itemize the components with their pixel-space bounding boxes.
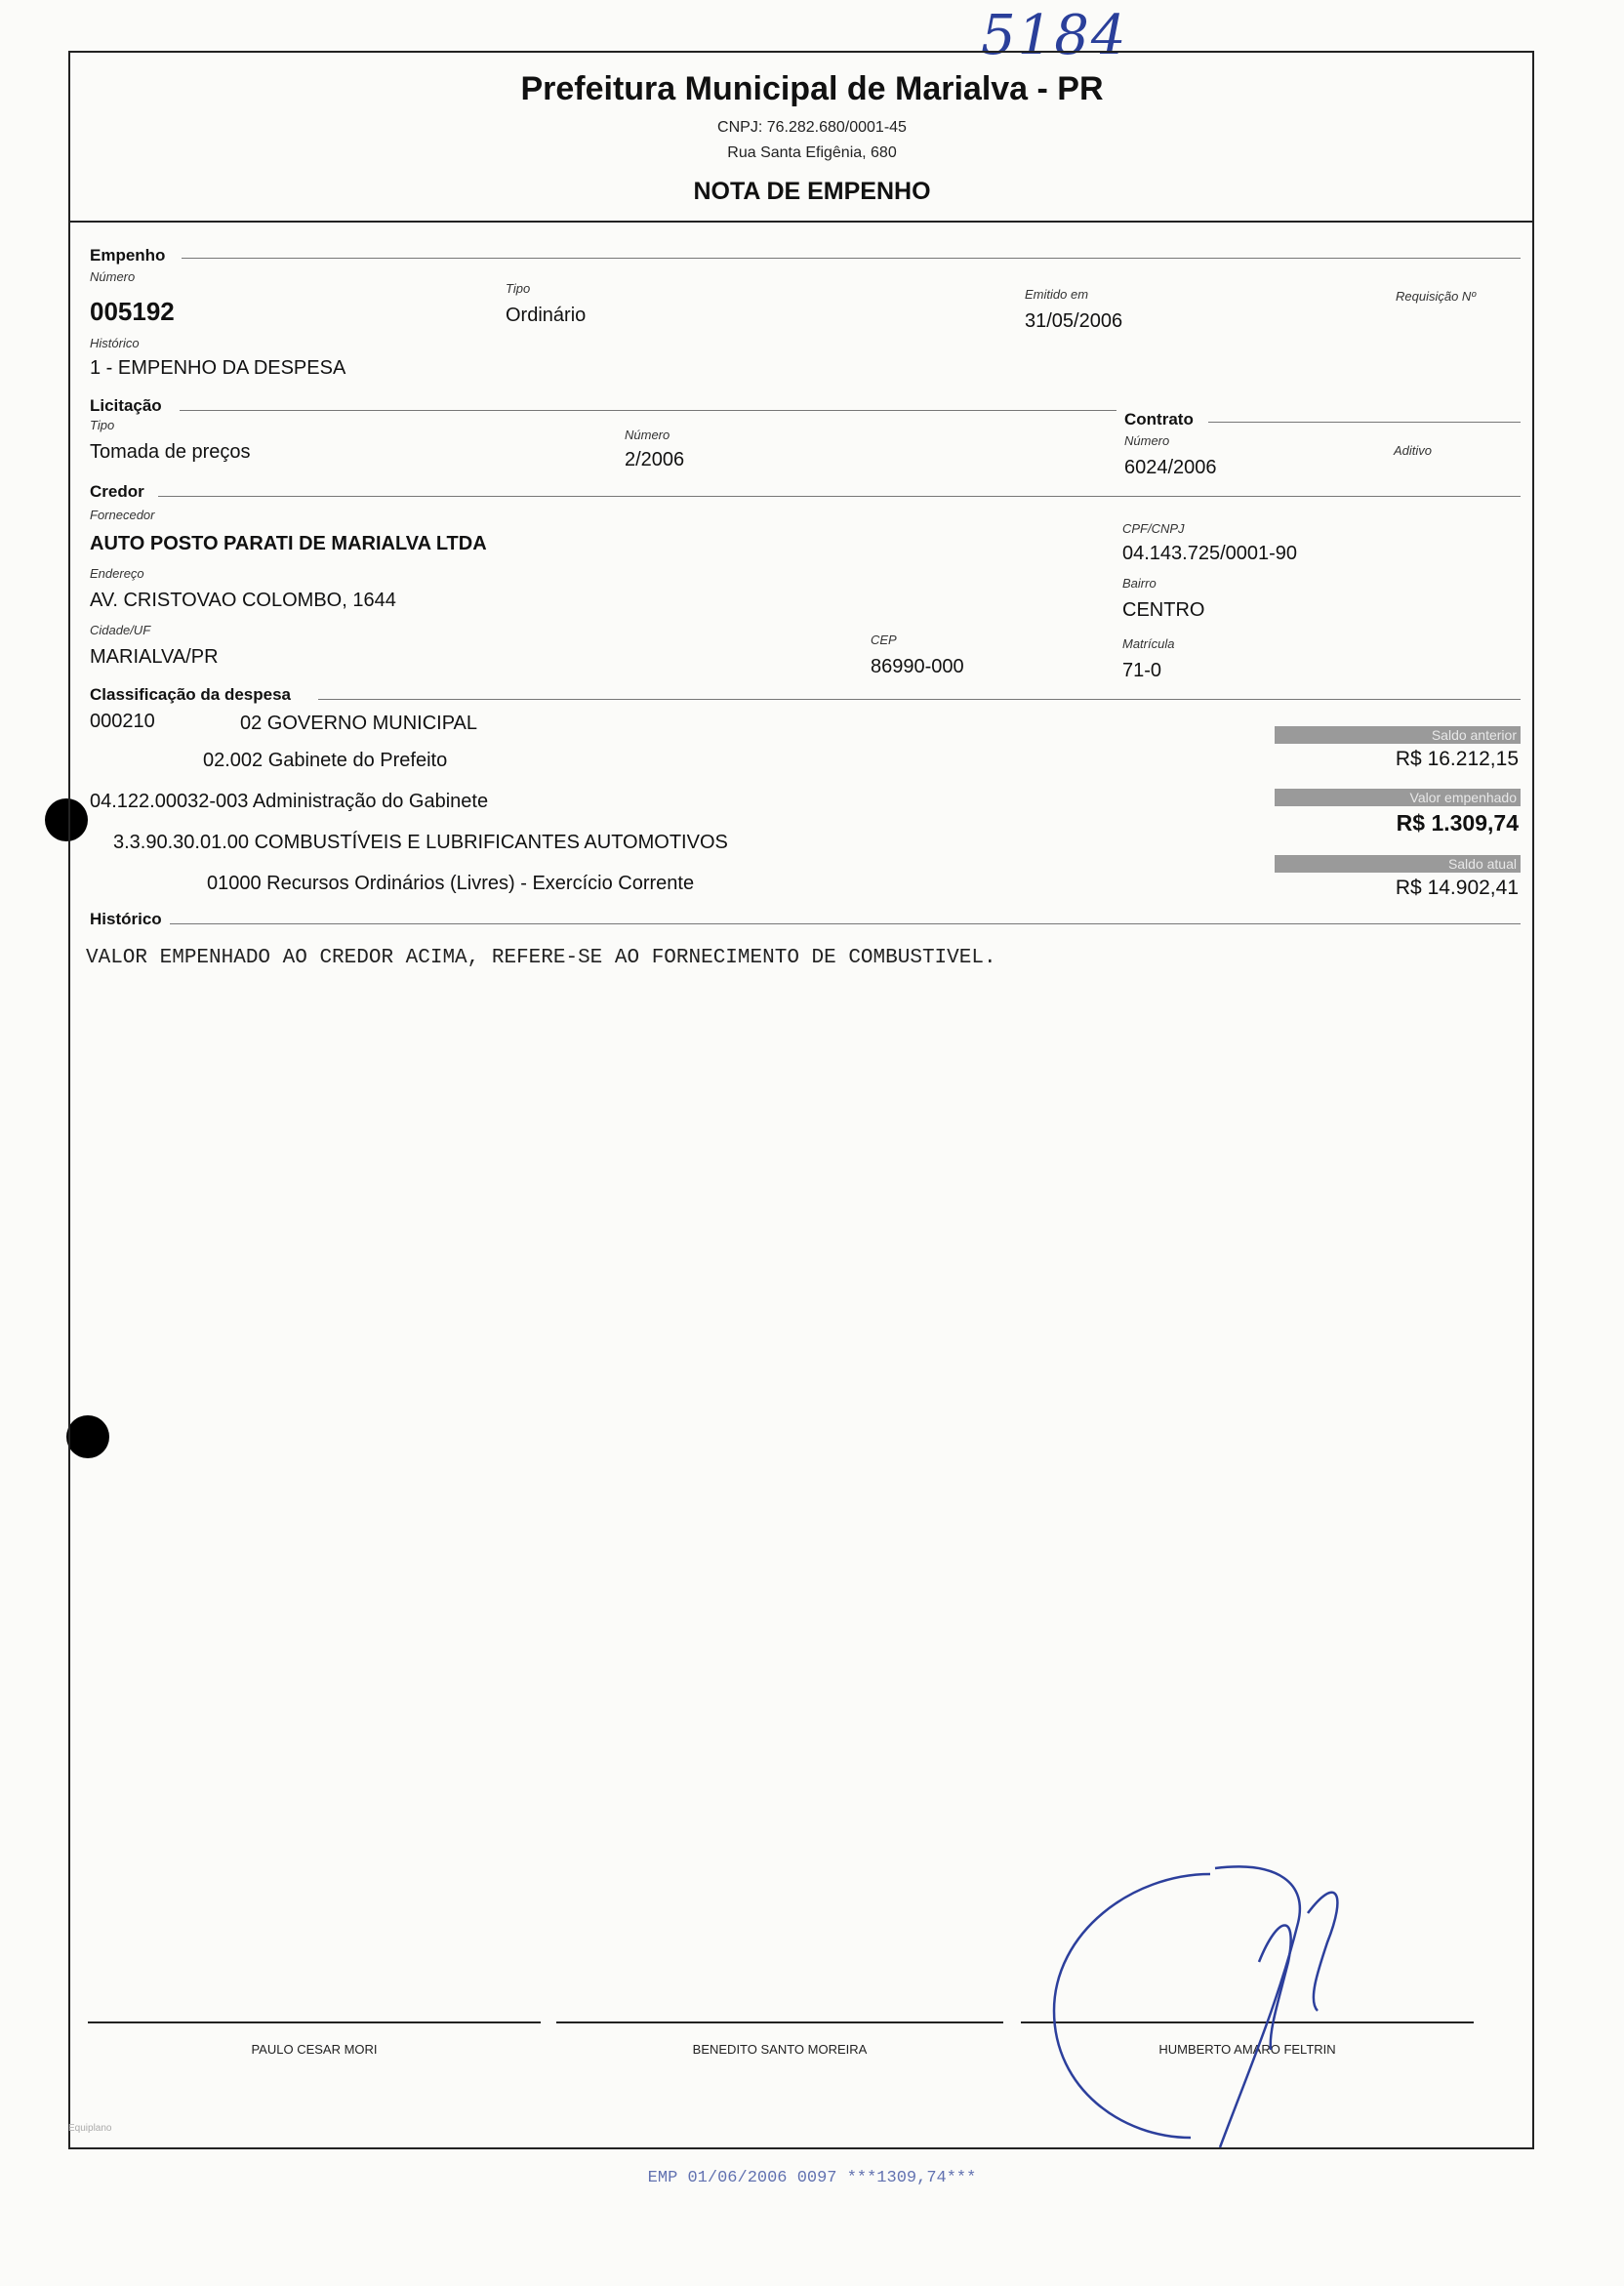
saldo-atual-label: Saldo atual xyxy=(1275,855,1521,873)
section-rule xyxy=(170,923,1521,924)
classificacao-unidade: 02.002 Gabinete do Prefeito xyxy=(203,750,448,771)
endereco-label: Endereço xyxy=(90,566,144,581)
fornecedor-label: Fornecedor xyxy=(90,508,155,522)
classificacao-code: 000210 xyxy=(90,711,155,732)
section-classificacao: Classificação da despesa xyxy=(90,685,292,704)
credor-bairro: CENTRO xyxy=(1122,599,1205,621)
credor-cidade: MARIALVA/PR xyxy=(90,646,219,668)
footer-brand: Equiplano xyxy=(68,2123,112,2134)
credor-cep: 86990-000 xyxy=(871,656,964,677)
valor-empenhado-value: R$ 1.309,74 xyxy=(1396,810,1519,836)
saldo-atual-value: R$ 14.902,41 xyxy=(1395,877,1519,899)
section-licitacao: Licitação xyxy=(90,396,162,415)
section-rule xyxy=(1208,422,1521,423)
licitacao-tipo: Tomada de preços xyxy=(90,441,251,463)
licitacao-numero: 2/2006 xyxy=(625,449,685,470)
section-rule xyxy=(318,699,1521,700)
empenho-numero: 005192 xyxy=(90,297,175,326)
classificacao-elemento: 3.3.90.30.01.00 COMBUSTÍVEIS E LUBRIFICANTES AUTOMOTIVOS xyxy=(113,832,728,853)
credor-cnpj: 04.143.725/0001-90 xyxy=(1122,543,1298,564)
page-title: Prefeitura Municipal de Marialva - PR xyxy=(520,70,1104,107)
section-empenho: Empenho xyxy=(90,246,166,265)
signature-name-3: HUMBERTO AMARO FELTRIN xyxy=(1158,2042,1336,2057)
licitacao-numero-label: Número xyxy=(625,428,670,442)
saldo-anterior-label: Saldo anterior xyxy=(1275,726,1521,744)
cidade-label: Cidade/UF xyxy=(90,623,151,637)
credor-endereco: AV. CRISTOVAO COLOMBO, 1644 xyxy=(90,590,396,611)
handwritten-page-number: 5184 xyxy=(981,4,1128,67)
historico-text: VALOR EMPENHADO AO CREDOR ACIMA, REFERE-SE AO FORNECIMENTO DE COMBUSTIVEL. xyxy=(86,947,996,969)
header-address: Rua Santa Efigênia, 680 xyxy=(727,144,897,161)
signature-line-1 xyxy=(88,2021,541,2023)
contrato-aditivo-label: Aditivo xyxy=(1394,443,1433,458)
signature-name-1: PAULO CESAR MORI xyxy=(251,2042,378,2057)
document-type: NOTA DE EMPENHO xyxy=(693,178,931,205)
matricula-label: Matrícula xyxy=(1122,636,1175,651)
contrato-numero-label: Número xyxy=(1124,433,1170,448)
empenho-historico-label: Histórico xyxy=(90,336,140,350)
cnpj-label: CPF/CNPJ xyxy=(1122,521,1185,536)
empenho-tipo-label: Tipo xyxy=(506,281,531,296)
signature-name-2: BENEDITO SANTO MOREIRA xyxy=(692,2042,868,2057)
contrato-numero: 6024/2006 xyxy=(1124,457,1217,478)
saldo-anterior-value: R$ 16.212,15 xyxy=(1395,748,1519,770)
header-cnpj: CNPJ: 76.282.680/0001-45 xyxy=(717,119,907,136)
cep-label: CEP xyxy=(871,633,897,647)
empenho-tipo: Ordinário xyxy=(506,305,587,326)
bairro-label: Bairro xyxy=(1122,576,1157,591)
classificacao-orgao: 02 GOVERNO MUNICIPAL xyxy=(240,713,478,734)
section-rule xyxy=(182,258,1521,259)
section-contrato: Contrato xyxy=(1124,410,1194,429)
classificacao-recurso: 01000 Recursos Ordinários (Livres) - Exercício Corrente xyxy=(207,873,695,894)
section-credor: Credor xyxy=(90,482,144,501)
section-rule xyxy=(180,410,1116,411)
valor-empenhado-label: Valor empenhado xyxy=(1275,789,1521,806)
section-historico: Histórico xyxy=(90,910,162,928)
signature-line-2 xyxy=(556,2021,1003,2023)
handwritten-signature xyxy=(1015,1855,1405,2167)
empenho-historico: 1 - EMPENHO DA DESPESA xyxy=(90,357,346,379)
classificacao-funcional: 04.122.00032-003 Administração do Gabinete xyxy=(90,791,489,812)
protocol-stamp: EMP 01/06/2006 0097 ***1309,74*** xyxy=(647,2169,977,2187)
credor-matricula: 71-0 xyxy=(1122,660,1162,681)
header-separator xyxy=(68,221,1534,223)
empenho-emitido: 31/05/2006 xyxy=(1025,310,1123,332)
licitacao-tipo-label: Tipo xyxy=(90,418,115,432)
empenho-numero-label: Número xyxy=(90,269,136,284)
section-rule xyxy=(158,496,1521,497)
fornecedor-name: AUTO POSTO PARATI DE MARIALVA LTDA xyxy=(90,533,487,554)
requisicao-label: Requisição Nº xyxy=(1396,289,1477,304)
empenho-emitido-label: Emitido em xyxy=(1025,287,1089,302)
